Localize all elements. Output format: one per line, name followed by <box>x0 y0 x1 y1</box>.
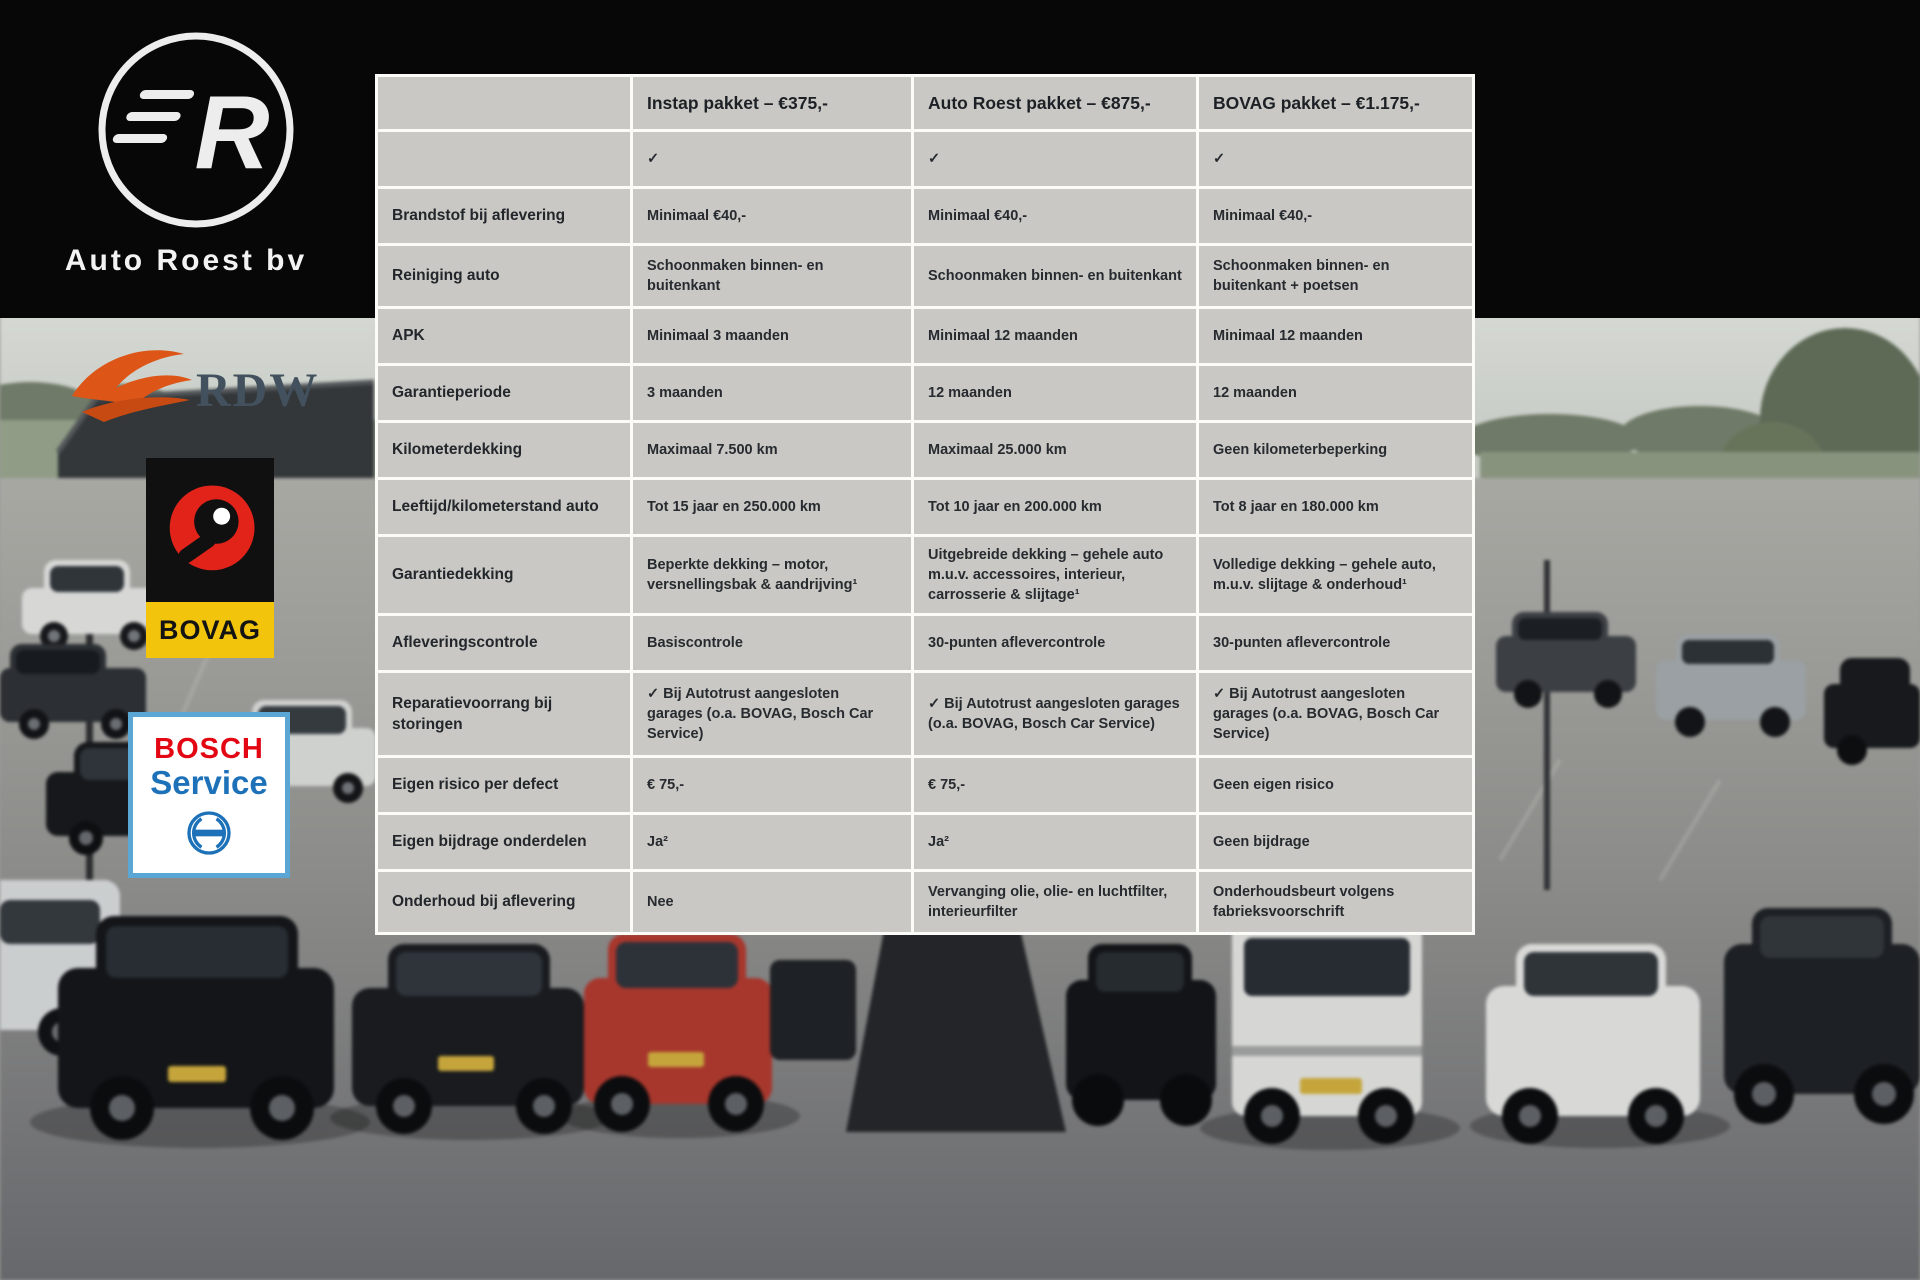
row-label: Brandstof bij aflevering <box>378 189 630 243</box>
rdw-logo <box>68 330 326 432</box>
cell-bovag-pakket: Geen eigen risico <box>1199 758 1472 812</box>
cell-auto-roest-pakket: € 75,- <box>914 758 1196 812</box>
cell-auto-roest-pakket: Tot 10 jaar en 200.000 km <box>914 480 1196 534</box>
table-corner-cell <box>378 77 630 129</box>
cell-bovag-pakket: 30-punten aflevercontrole <box>1199 616 1472 670</box>
column-header-bovag-pakket: BOVAG pakket – €1.175,- <box>1199 77 1472 129</box>
column-header-auto-roest-pakket: Auto Roest pakket – €875,- <box>914 77 1196 129</box>
cell-auto-roest-pakket: Ja² <box>914 815 1196 869</box>
auto-roest-brand <box>0 0 372 318</box>
cell-auto-roest-pakket: 30-punten aflevercontrole <box>914 616 1196 670</box>
cell-bovag-pakket: 12 maanden <box>1199 366 1472 420</box>
cell-instap-pakket: 3 maanden <box>633 366 911 420</box>
cell-instap-pakket: € 75,- <box>633 758 911 812</box>
cell-auto-roest-pakket: ✓ <box>914 132 1196 186</box>
cell-instap-pakket: Nee <box>633 872 911 932</box>
cell-auto-roest-pakket: ✓ Bij Autotrust aangesloten garages (o.a. BOVAG, Bosch Car Service) <box>914 673 1196 755</box>
cell-bovag-pakket: Geen kilometerbeperking <box>1199 423 1472 477</box>
cell-instap-pakket: Maximaal 7.500 km <box>633 423 911 477</box>
cell-auto-roest-pakket: Minimaal €40,- <box>914 189 1196 243</box>
svg-text:R: R <box>194 75 270 191</box>
row-label <box>378 132 630 186</box>
brand-name: Auto Roest bv <box>64 244 308 277</box>
bovag-wordmark: BOVAG <box>146 602 274 658</box>
cell-instap-pakket: ✓ Bij Autotrust aangesloten garages (o.a. BOVAG, Bosch Car Service) <box>633 673 911 755</box>
row-label: Garantieperiode <box>378 366 630 420</box>
cell-instap-pakket: Minimaal 3 maanden <box>633 309 911 363</box>
row-label: Reparatievoorrang bij storingen <box>378 673 630 755</box>
cell-instap-pakket: Basiscontrole <box>633 616 911 670</box>
package-comparison-table <box>375 74 1475 935</box>
row-label: APK <box>378 309 630 363</box>
row-label: Onderhoud bij aflevering <box>378 872 630 932</box>
auto-roest-logo-icon <box>0 14 372 242</box>
svg-text:RDW: RDW <box>196 364 320 417</box>
cell-bovag-pakket: Volledige dekking – gehele auto, m.u.v. slijtage & onderhoud¹ <box>1199 537 1472 613</box>
bosch-service-wordmark: Service <box>150 763 268 801</box>
cell-bovag-pakket: Minimaal €40,- <box>1199 189 1472 243</box>
row-label: Kilometerdekking <box>378 423 630 477</box>
cell-bovag-pakket: Onderhoudsbeurt volgens fabrieksvoorschrift <box>1199 872 1472 932</box>
cell-instap-pakket: Schoonmaken binnen- en buitenkant <box>633 246 911 306</box>
cell-auto-roest-pakket: Minimaal 12 maanden <box>914 309 1196 363</box>
column-header-instap-pakket: Instap pakket – €375,- <box>633 77 911 129</box>
row-label: Reiniging auto <box>378 246 630 306</box>
cell-instap-pakket: Tot 15 jaar en 250.000 km <box>633 480 911 534</box>
cell-bovag-pakket: Minimaal 12 maanden <box>1199 309 1472 363</box>
cell-instap-pakket: Minimaal €40,- <box>633 189 911 243</box>
row-label: Eigen risico per defect <box>378 758 630 812</box>
bovag-logo <box>146 458 274 658</box>
cell-auto-roest-pakket: Schoonmaken binnen- en buitenkant <box>914 246 1196 306</box>
cell-auto-roest-pakket: 12 maanden <box>914 366 1196 420</box>
cell-auto-roest-pakket: Vervanging olie, olie- en luchtfilter, interieurfilter <box>914 872 1196 932</box>
cell-auto-roest-pakket: Uitgebreide dekking – gehele auto m.u.v. accessoires, interieur, carrosserie & slijtage¹ <box>914 537 1196 613</box>
cell-bovag-pakket: Geen bijdrage <box>1199 815 1472 869</box>
row-label: Afleveringscontrole <box>378 616 630 670</box>
row-label: Leeftijd/kilometerstand auto <box>378 480 630 534</box>
bosch-service-logo <box>128 712 290 878</box>
cell-bovag-pakket: Tot 8 jaar en 180.000 km <box>1199 480 1472 534</box>
row-label: Eigen bijdrage onderdelen <box>378 815 630 869</box>
rdw-swoosh-icon <box>68 330 326 432</box>
cell-instap-pakket: Ja² <box>633 815 911 869</box>
cell-auto-roest-pakket: Maximaal 25.000 km <box>914 423 1196 477</box>
bosch-wordmark: BOSCH <box>154 732 264 765</box>
cell-bovag-pakket: Schoonmaken binnen- en buitenkant + poetsen <box>1199 246 1472 306</box>
bosch-armature-icon <box>184 808 234 858</box>
cell-bovag-pakket: ✓ <box>1199 132 1472 186</box>
cell-bovag-pakket: ✓ Bij Autotrust aangesloten garages (o.a. BOVAG, Bosch Car Service) <box>1199 673 1472 755</box>
row-label: Garantiedekking <box>378 537 630 613</box>
bovag-emblem-icon <box>146 458 274 602</box>
cell-instap-pakket: ✓ <box>633 132 911 186</box>
cell-instap-pakket: Beperkte dekking – motor, versnellingsbak & aandrijving¹ <box>633 537 911 613</box>
